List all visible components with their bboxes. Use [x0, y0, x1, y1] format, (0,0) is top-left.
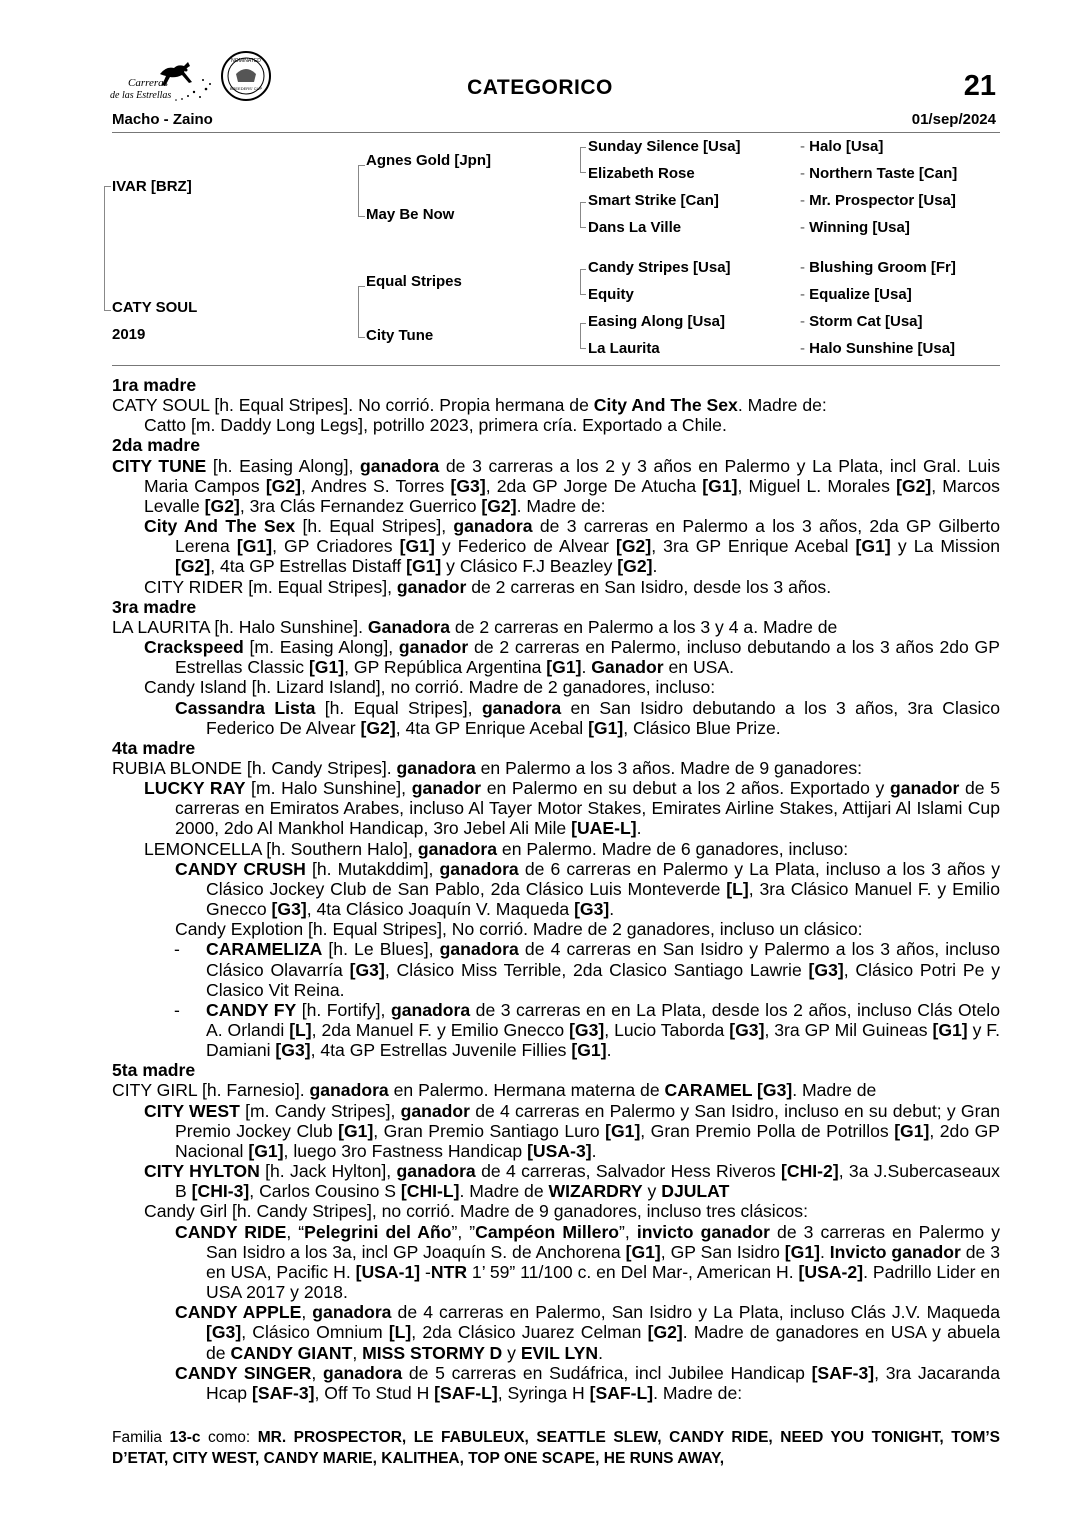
bold-run: [G1] [894, 1120, 930, 1141]
bold-run: [L] [289, 1020, 312, 1040]
bold-run: [G2] [617, 556, 653, 577]
bold-run: [UAE-L] [571, 818, 637, 839]
text-run: LA LAURITA [h. Halo Sunshine]. [112, 616, 368, 637]
bold-run: [G1] [406, 556, 442, 577]
bold-run: [SAF-L] [589, 1382, 654, 1403]
text-run: , 4ta GP Estrellas Distaff [210, 556, 407, 577]
bold-run: [G1] [855, 536, 891, 557]
text-run: , [352, 1342, 363, 1363]
bold-run: ganador [411, 778, 482, 799]
logo-text-2: de las Estrellas [110, 90, 172, 101]
bold-run: CANDY RIDE [175, 1221, 287, 1242]
paragraph [112, 778, 1000, 838]
text-run: , Miguel L. Morales [737, 475, 897, 496]
gen4-item: - Storm Cat [Usa] [800, 313, 923, 331]
text-run: , “ [286, 1221, 305, 1242]
bold-run: [G3] [808, 959, 844, 980]
horse-name: CATEGORICO [467, 76, 613, 99]
carreras-de-las-estrellas-logo [108, 56, 218, 104]
text-run: [h. Mutakddim], [305, 858, 440, 879]
dash-list-item [112, 1000, 1000, 1060]
gen4-item: - Halo [Usa] [800, 138, 883, 156]
text-run: , Off To Stud H [314, 1382, 435, 1403]
text-run: , 4ta GP Estrellas Juvenile Fillies [310, 1040, 572, 1061]
text-run: de 3 carreras en en La Plata, desde los 2 años, incluso Clás Otelo A. Orlandi [206, 999, 1000, 1040]
bold-run: [USA-2] [798, 1261, 864, 1282]
bold-run: [G3] [271, 899, 307, 920]
bold-run: [CHI-3] [191, 1181, 250, 1202]
text-run: . Madre de [792, 1080, 877, 1101]
text-run: RUBIA BLONDE [h. Candy Stripes]. [112, 757, 397, 778]
bold-run: [SAF-3] [251, 1382, 315, 1403]
gen4-item: - Equalize [Usa] [800, 286, 912, 304]
birth-year: 2019 [112, 326, 146, 343]
bold-run: CITY TUNE [112, 455, 207, 476]
paragraph [112, 1302, 1000, 1362]
text-run: , 2da Manuel F. y Emilio Gnecco [311, 1020, 570, 1040]
text-run: en Palermo. Madre de 6 ganadores, incluso: [497, 838, 849, 859]
text-run: . [819, 1241, 830, 1262]
divider-bottom [112, 365, 1000, 366]
text-run: , Clásico Omnium [241, 1322, 389, 1343]
text-run: de 3 carreras en Palermo y San Isidro a los 3a, incl GP Joaquín S. de Anchorena [206, 1221, 1001, 1262]
bold-run: ganadora [417, 838, 498, 859]
text-run: como: [200, 1429, 258, 1446]
bold-run: ganadora [322, 1362, 403, 1383]
text-run: , Clásico Miss Terrible, 2da Clasico Santiago Lawrie [384, 959, 809, 980]
paragraph [112, 395, 1000, 415]
paragraph [112, 456, 1000, 516]
bold-run: [SAF-3] [811, 1362, 875, 1383]
dam: CATY SOUL [112, 299, 198, 316]
gen3-item: Elizabeth Rose [588, 165, 695, 182]
gen3-item: Candy Stripes [Usa] [588, 259, 731, 276]
paragraph [206, 939, 1000, 999]
text-run: , [301, 1302, 313, 1323]
text-run: [h. Jack Hylton], [259, 1161, 397, 1182]
gen4-item: - Northern Taste [Can] [800, 165, 957, 183]
bold-run: CITY WEST [144, 1100, 240, 1121]
text-run: de 2 carreras en Palermo, incluso debutando a los 3 años 2do GP Estrellas Classic [175, 637, 1000, 678]
text-run: , 2do GP Nacional [175, 1120, 1000, 1161]
paragraph: Catto [m. Daddy Long Legs], potrillo 2023, primera cría. Exportado a Chile. [144, 415, 727, 436]
bracket [580, 202, 586, 228]
text-run: , 3ra Jacaranda Hcap [206, 1362, 1000, 1403]
section-heading: 4ta madre [112, 737, 196, 758]
bold-run: Pelegrini del Año [304, 1221, 452, 1242]
text-run: de 4 carreras en San Isidro y Palermo a los 3 años, incluso Clásico Olavarría [206, 939, 1000, 980]
text-run: . [598, 1342, 603, 1363]
text-run: [h. Equal Stripes], [295, 516, 454, 537]
bold-run: [G3] [349, 959, 385, 980]
text-run: CATY SOUL [h. Equal Stripes]. No corrió. Propia hermana de [112, 395, 594, 416]
bold-run: [G1] [338, 1120, 374, 1141]
bold-run: ganadora [360, 455, 440, 476]
bold-run: [G1] [625, 1241, 661, 1262]
dash-list-item [112, 939, 1000, 999]
text-run: . Madre de ganadores en USA y abuela de [206, 1322, 1000, 1363]
page-number: 21 [963, 70, 996, 102]
text-run: . [652, 556, 658, 577]
text-run: de 3 carreras en Palermo a los 3 años, 2da GP Gilberto Lerena [175, 516, 1000, 557]
paragraph: Candy Island [h. Lizard Island], no corrió. Madre de 2 ganadores, incluso: [144, 677, 716, 698]
bold-run: WIZARDRY [548, 1181, 643, 1202]
bold-run: [G2] [265, 475, 302, 496]
paragraph [112, 839, 1000, 859]
text-run: . [606, 1040, 612, 1061]
text-run: , 3ra Clásico Manuel F. y Emilio Gnecco [206, 878, 1000, 920]
text-run: Padrillo Lider en USA [206, 1261, 1000, 1303]
paragraph [112, 617, 1000, 637]
text-run: de 4 carreras en Palermo y San Isidro, incluso en su debut; y Gran Premio Jockey Club [175, 1100, 1001, 1141]
family-note [112, 1428, 1000, 1469]
bold-run: ganador [889, 778, 960, 799]
text-run: - [420, 1261, 431, 1282]
bold-run: ganador [400, 1100, 470, 1121]
seal-text-top: NOMINATED [231, 58, 261, 64]
breeders-cup-seal [220, 50, 272, 102]
bold-run: [G1] [546, 657, 582, 678]
gen4-item: - Blushing Groom [Fr] [800, 259, 956, 277]
bold-run: ganadora [481, 697, 562, 718]
text-run: . [636, 818, 642, 839]
text-run: y Clásico F.J Beazley [441, 556, 618, 577]
text-run: , Clásico Blue Prize. [623, 717, 781, 738]
gen3-item: Equity [588, 286, 634, 303]
text-run: , GP República Argentina [344, 657, 547, 678]
text-run: . [863, 1261, 873, 1282]
text-run: de 6 carreras en Palermo y La Plata, incluso a los 3 años y Clásico Jockey Club de San Pablo, 2da Clásico Luis Monteverde [206, 858, 1001, 899]
text-run: CITY GIRL [h. Farnesio]. [112, 1080, 310, 1101]
gen3-item: Sunday Silence [Usa] [588, 138, 741, 155]
bold-run: Crackspeed [144, 637, 244, 658]
text-run: en USA. [663, 657, 735, 678]
section-heading: 3ra madre [112, 596, 197, 617]
bold-run: Campéon Millero [475, 1221, 620, 1242]
text-run: , 2da GP Jorge De Atucha [485, 475, 703, 496]
text-run: de 4 carreras en Palermo, San Isidro y La Plata, incluso Clás J.V. Maqueda [391, 1302, 1000, 1323]
gen2-item: City Tune [366, 327, 434, 344]
text-run: , Andres S. Torres [301, 475, 451, 496]
text-run: , Gran Premio Polla de Potrillos [640, 1120, 895, 1141]
bold-run: [G3] [574, 899, 610, 920]
dash-marker: - [174, 999, 180, 1020]
text-run: , Syringa H [497, 1382, 590, 1403]
bold-run: MISS STORMY D [362, 1342, 503, 1363]
bold-run: CARAMELIZA [206, 939, 323, 960]
text-run: . Madre de: [516, 495, 606, 516]
bold-run: City And The Sex [144, 516, 296, 537]
paragraph: Candy Explotion [h. Equal Stripes], No corrió. Madre de 2 ganadores, incluso un clásico: [175, 919, 863, 940]
text-run: , Marcos Levalle [144, 475, 1000, 516]
bold-run: [G2] [175, 556, 211, 577]
bold-run: ganadora [396, 757, 476, 778]
paragraph [112, 698, 1000, 738]
bold-run: [G3] [275, 1040, 311, 1061]
bold-run: CANDY SINGER [175, 1362, 312, 1383]
text-run: LEMONCELLA [h. Southern Halo], [144, 838, 418, 859]
bold-run: ganadora [396, 1161, 476, 1182]
text-run: de 2 carreras en Palermo a los 3 y 4 a. Madre de [450, 616, 838, 637]
bold-run: CARAMEL [G3] [664, 1080, 793, 1101]
gen4-item: - Winning [Usa] [800, 219, 910, 237]
bold-run: ganadora [390, 999, 471, 1020]
bold-run: ganadora [309, 1080, 389, 1101]
bold-run: ganador [396, 576, 467, 597]
bold-run: CANDY APPLE [175, 1302, 302, 1323]
text-run: CITY RIDER [m. Equal Stripes], [144, 576, 397, 597]
text-run: . Madre de [459, 1181, 549, 1202]
bold-run: ganadora [453, 516, 533, 537]
gen2-item: Agnes Gold [Jpn] [366, 152, 491, 169]
bracket [358, 286, 365, 338]
paragraph [112, 1363, 1000, 1403]
text-run: , Carlos Cousino S [249, 1181, 401, 1202]
text-run: , GP Criadores [272, 536, 400, 557]
text-run: , 4ta Clásico Joaquín V. Maqueda [306, 899, 575, 920]
bold-run: [G3] [569, 1020, 605, 1040]
gen3-item: Easing Along [Usa] [588, 313, 725, 330]
bracket [580, 147, 586, 173]
bold-run: [G2] [647, 1322, 683, 1343]
bold-run: [L] [388, 1322, 412, 1343]
text-run: de 5 carreras en Emiratos Arabes, incluso Al Tayer Motor Stakes, Emirates Airline Stakes, Attijari Al Islami Cup 2000, 2do Al Mankhol Handicap, 3ro Jebel Ali Mile [175, 778, 1000, 839]
text-run: [m. Easing Along], [243, 637, 399, 658]
bold-run: [G2] [481, 495, 517, 516]
text-run: ”, ” [451, 1221, 476, 1242]
paragraph [112, 758, 1000, 778]
section-heading: 1ra madre [112, 375, 197, 395]
bracket [580, 323, 586, 349]
text-run: [h. Easing Along], [206, 455, 361, 476]
text-run: en San Isidro debutando a los 3 años, 3ra Clasico Federico De Alvear [206, 697, 1000, 738]
paragraph [112, 516, 1000, 576]
text-run: , 2da Clásico Juarez Celman [411, 1322, 648, 1343]
bold-run: [G1] [236, 536, 273, 557]
bold-run: [USA-1] [355, 1261, 421, 1282]
logo-text-1: Carreras [128, 77, 168, 89]
section-heading: 5ta madre [112, 1060, 196, 1081]
bold-run: ganadora [312, 1302, 392, 1323]
bold-run: [G1] [571, 1040, 607, 1061]
sex-coat: Macho - Zaino [112, 111, 213, 128]
report-date: 01/sep/2024 [911, 111, 996, 128]
bold-run: LUCKY RAY [144, 778, 246, 799]
bold-run: [G1] [932, 1020, 968, 1040]
text-run: [h. Equal Stripes], [315, 697, 482, 718]
text-run: ”, [619, 1221, 637, 1242]
gen4-item: - Halo Sunshine [Usa] [800, 340, 955, 358]
text-run: , 3a J.Subercaseaux B [175, 1161, 1000, 1202]
text-run: [m. Halo Sunshine], [245, 778, 412, 799]
bold-run: CANDY FY [206, 999, 297, 1020]
text-run: en Palermo en su debut a los 2 años. Exportado y [481, 778, 890, 799]
bold-run: [G3] [729, 1020, 765, 1040]
gen3-item: La Laurita [588, 340, 660, 357]
paragraph [112, 1080, 1000, 1100]
bold-run: ganador [398, 637, 469, 658]
text-run: , 4ta GP Enrique Acebal [395, 717, 589, 738]
bracket [358, 165, 365, 217]
dash-marker: - [174, 939, 180, 960]
text-run: . Madre de: [653, 1382, 743, 1403]
bold-run: [L] [726, 878, 749, 899]
text-run: y [502, 1342, 521, 1363]
text-run: y [642, 1181, 662, 1202]
bold-run: CANDY CRUSH [175, 858, 306, 879]
gen2-item: May Be Now [366, 206, 455, 223]
bold-run: [G1] [588, 717, 624, 738]
gen3-item: Dans La Ville [588, 219, 682, 236]
text-run: . [591, 1140, 597, 1161]
text-run: , Gran Premio Santiago Luro [373, 1120, 606, 1141]
bold-run: ganadora [439, 939, 519, 960]
bold-run: [G1] [605, 1120, 641, 1141]
gen2-item: Equal Stripes [366, 273, 462, 290]
text-run: 2017 y 2018. [241, 1282, 348, 1303]
bold-run: DJULAT [661, 1181, 730, 1202]
paragraph [206, 1000, 1000, 1060]
text-run: y F. Damiani [206, 1020, 1000, 1061]
bold-run: Ganadora [367, 616, 451, 637]
bold-run: [G1] [248, 1140, 284, 1161]
text-run: Familia [112, 1429, 170, 1446]
text-run: . [581, 657, 592, 678]
text-run: 1’ 59” 11/100 c. en Del Mar-, American H. [467, 1261, 799, 1282]
bold-run: ganadora [439, 858, 519, 879]
bold-run: [G3] [450, 475, 486, 496]
bold-run: [G1] [308, 657, 345, 678]
bold-run: NTR [430, 1261, 468, 1282]
bold-run: [G2] [896, 475, 932, 496]
bold-run: Ganador [591, 657, 664, 678]
bold-run: 13-c [169, 1429, 201, 1446]
bold-run: [G2] [616, 536, 652, 557]
bold-run: [USA-3] [527, 1140, 592, 1161]
text-run: de 4 carreras, Salvador Hess Riveros [475, 1161, 782, 1182]
paragraph [112, 637, 1000, 677]
text-run: , luego 3ro Fastness Handicap [283, 1140, 528, 1161]
sire: IVAR [BRZ] [112, 178, 192, 195]
bold-run: [G2] [360, 717, 396, 738]
bold-run: [G1] [784, 1241, 820, 1262]
text-run: y La Mission [890, 536, 1001, 557]
text-run: . Madre de: [737, 395, 827, 416]
bold-run: [SAF-L] [434, 1382, 498, 1403]
text-run: de 3 carreras a los 2 y 3 años en Palermo y La Plata, incl Gral. Luis Maria Campos [144, 455, 1000, 496]
bold-run: invicto ganador [636, 1221, 770, 1242]
text-run: de 3 en USA, Pacific H. [206, 1241, 1001, 1282]
bold-run: [CHI-2] [781, 1161, 839, 1182]
divider-top [112, 132, 1000, 133]
paragraph [112, 1222, 1000, 1303]
text-run: de 2 carreras en San Isidro, desde los 3 años. [466, 576, 832, 597]
paragraph [112, 859, 1000, 919]
bold-run: CANDY GIANT [230, 1342, 353, 1363]
text-run: y Federico de Alvear [434, 536, 616, 557]
bracket [580, 269, 586, 295]
text-run: en Palermo. Hermana materna de [388, 1080, 665, 1101]
bold-run: [G1] [399, 536, 435, 557]
paragraph [112, 1161, 1000, 1201]
text-run: , 3ra GP Enrique Acebal [651, 536, 856, 557]
bold-run: EVIL LYN [520, 1342, 599, 1363]
text-run: . [609, 899, 615, 920]
bold-run: [G2] [204, 495, 240, 516]
bold-run: [CHI-L] [400, 1181, 460, 1202]
bold-run: [G1] [702, 475, 738, 496]
text-run: , [311, 1362, 323, 1383]
bracket [104, 190, 111, 311]
text-run: , GP San Isidro [660, 1241, 785, 1262]
bold-run: [G3] [206, 1322, 242, 1343]
text-run: , Clásico Potri Pe y Clasico Vit Reina. [206, 959, 1000, 1000]
dam-line-text [112, 375, 1000, 1403]
bold-run: Invicto ganador [829, 1241, 961, 1262]
bold-run: MR. PROSPECTOR, LE FABULEUX, SEATTLE SLEW, CANDY RIDE, NEED YOU TONIGHT, TOM’S D’ETAT, CITY WEST, CANDY MARIE, KALITHEA, TOP ONE SCAPE, HE RUNS AWAY, [112, 1429, 1000, 1467]
text-run: , 3ra Clás Fernandez Guerrico [239, 495, 482, 516]
text-run: [m. Candy Stripes], [239, 1100, 401, 1121]
paragraph: Candy Girl [h. Candy Stripes], no corrió. Madre de 9 ganadores, incluso tres clásicos: [144, 1201, 808, 1222]
text-run: , 3ra GP Mil Guineas [764, 1020, 933, 1040]
paragraph [112, 1101, 1000, 1161]
seal-text-mid: BREEDERS' CUP [229, 86, 263, 91]
bold-run: City And The Sex [593, 395, 738, 416]
gen3-item: Smart Strike [Can] [588, 192, 719, 209]
bold-run: CITY HYLTON [144, 1161, 260, 1182]
section-heading: 2da madre [112, 435, 201, 456]
text-run: en Palermo a los 3 años. Madre de 9 ganadores: [475, 757, 863, 778]
text-run: , Lucio Taborda [604, 1020, 730, 1040]
bold-run: Cassandra Lista [175, 697, 316, 718]
text-run: de 5 carreras en Sudáfrica, incl Jubilee Handicap [402, 1362, 812, 1383]
paragraph [112, 577, 1000, 597]
text-run: [h. Le Blues], [322, 939, 440, 960]
gen4-item: - Mr. Prospector [Usa] [800, 192, 956, 210]
text-run: [h. Fortify], [296, 999, 391, 1020]
